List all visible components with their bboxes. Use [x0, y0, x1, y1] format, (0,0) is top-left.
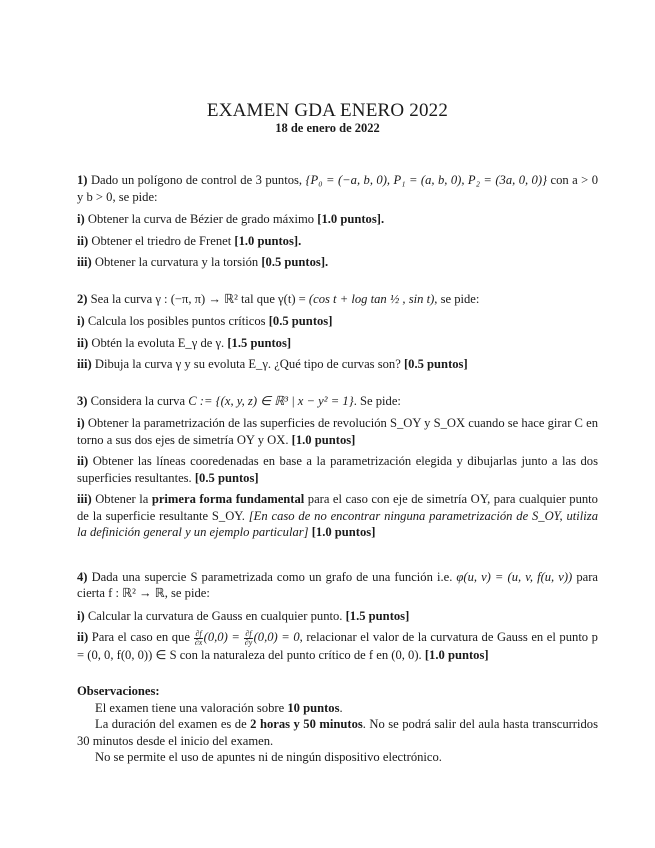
problem-4-intro [77, 569, 598, 602]
problem-1-intro-conditions: con a > 0 y b > 0, se pide: [77, 173, 598, 204]
item-text: Para el caso en que [91, 630, 190, 644]
item-text-continued: , relacionar el valor de la curvatura de Gauss en el punto p = (0, 0, f(0, 0)) ∈ S con la naturaleza del punto crítico de f en (0, 0). [77, 630, 598, 662]
observations-title: Observaciones: [77, 684, 160, 699]
observation-materials: No se permite el uso de apuntes ni de ningún dispositivo electrónico. [95, 750, 442, 765]
item-points: [1.0 puntos]. [234, 233, 302, 248]
item-text: Calcula los posibles puntos críticos [87, 314, 266, 328]
problem-2-curve-formula: (cos t + log tan ½ , sin t) [308, 291, 435, 306]
item-points: [0.5 puntos]. [261, 255, 329, 269]
item-points: [1.5 puntos] [227, 335, 292, 350]
problem-1-number: 1) [77, 173, 88, 187]
problem-3-intro-text: Considera la curva [90, 393, 186, 408]
problem-2-item-ii [77, 335, 598, 352]
item-italic-note: [En caso de no encontrar ninguna parametrización de S_OY, utiliza la definición general y un ejemplo particular] [77, 508, 598, 539]
observations-section [77, 683, 598, 766]
problem-4-item-ii [77, 629, 598, 663]
problem-3-curve-set: C := {(x, y, z) ∈ ℝ³ | x − y² = 1} [188, 393, 354, 408]
item-label: ii) [77, 454, 89, 468]
partial-derivatives-condition: $\frac{\partial f}{\partial x}$ (0,0) = $\frac{\partial f}{\partial y}$ (0,0) = 0 [194, 628, 300, 647]
problem-1-item-i [77, 211, 598, 228]
problem-4-intro-tail: para cierta f : ℝ² → ℝ, se pide: [77, 569, 598, 600]
problem-1-intro [77, 172, 598, 205]
problem-3 [77, 393, 598, 541]
item-label: iii) [77, 357, 92, 371]
item-points: [1.0 puntos] [311, 525, 376, 539]
problem-4 [77, 569, 598, 664]
problem-4-number: 4) [77, 569, 88, 584]
item-points: [0.5 puntos] [403, 357, 468, 371]
problem-3-number: 3) [77, 393, 88, 408]
obs-text-end: . [339, 700, 343, 715]
problem-2-item-i [77, 313, 598, 330]
problem-3-intro [77, 393, 598, 410]
partial-x-fraction: $\frac{\partial f}{\partial x}$ [194, 628, 203, 647]
problem-4-parametrization: φ(u, v) = (u, v, f(u, v)) [456, 569, 573, 584]
problem-2-number: 2) [77, 291, 88, 306]
item-text: Obtener la parametrización de las superficies de revolución S_OY y S_OX cuando se hace girar C en torno a sus dos ejes de simetría OY y OX. [77, 416, 598, 447]
item-points: [0.5 puntos] [194, 470, 259, 485]
item-points: [0.5 puntos] [268, 314, 333, 328]
item-highlight: primera forma fundamental [151, 492, 305, 506]
problem-3-intro-tail: . Se pide: [353, 393, 401, 408]
item-label: ii) [77, 630, 89, 644]
problem-3-item-ii [77, 453, 598, 486]
problem-2-intro-tail: , se pide: [434, 291, 480, 306]
problem-2-intro-text: Sea la curva γ : (−π, π) → ℝ² tal que γ(t) = [90, 291, 306, 306]
item-text-continued: para el caso con eje de simetría OY, para cualquier punto de la superficie resultante S_OY. [77, 492, 598, 523]
item-points: [1.0 puntos]. [317, 212, 385, 226]
partial-y-fraction: $\frac{\partial f}{\partial y}$ [244, 628, 253, 647]
problem-1-item-ii [77, 233, 598, 250]
item-text: Obtener la [95, 492, 149, 506]
obs-highlight: 10 puntos [287, 700, 340, 715]
problem-1-control-points: {P₀ = (−a, b, 0), P₁ = (a, b, 0), P₂ = (3a, 0, 0)} [305, 173, 548, 187]
exam-content [77, 172, 598, 766]
item-points: [1.5 puntos] [345, 608, 410, 623]
problem-1 [77, 172, 598, 271]
item-label: iii) [77, 255, 92, 269]
item-text: Obtener el triedro de Frenet [91, 233, 232, 248]
item-label: ii) [77, 335, 89, 350]
item-label: i) [77, 212, 85, 226]
problem-4-item-i [77, 608, 598, 625]
item-points: [1.0 puntos] [291, 432, 356, 447]
problem-2-intro [77, 291, 598, 308]
exam-title: EXAMEN GDA ENERO 2022 [206, 100, 449, 121]
item-label: i) [77, 314, 85, 328]
item-label: ii) [77, 233, 89, 248]
item-text: Obtén la evoluta E_γ de γ. [91, 335, 225, 350]
obs-highlight: 2 horas y 50 minutos [250, 717, 363, 732]
obs-text-end: . No se podrá salir del aula hasta transcurridos 30 minutos desde el inicio del examen. [77, 717, 598, 748]
problem-4-intro-text: Dada una supercie S parametrizada como un grafo de una función i.e. [91, 569, 453, 584]
item-text: Obtener la curvatura y la torsión [94, 255, 259, 269]
item-label: i) [77, 416, 85, 430]
problem-1-intro-text: Dado un polígono de control de 3 puntos, [90, 173, 303, 187]
item-label: i) [77, 608, 85, 623]
problem-2 [77, 291, 598, 373]
item-text: Obtener las líneas cooredenadas en base a la parametrización elegida y dibujarlas junto a las dos superficies resultantes. [77, 454, 598, 485]
observation-duration [77, 716, 598, 749]
item-text: Calcular la curvatura de Gauss en cualquier punto. [87, 608, 343, 623]
obs-text: La duración del examen es de [95, 717, 247, 732]
problem-3-item-i [77, 415, 598, 448]
problem-3-item-iii [77, 491, 598, 541]
exam-date: 18 de enero de 2022 [275, 121, 380, 135]
item-label: iii) [77, 492, 92, 506]
observation-score [77, 700, 598, 717]
item-text: Dibuja la curva γ y su evoluta E_γ. ¿Qué tipo de curvas son? [94, 357, 401, 371]
problem-2-item-iii [77, 356, 598, 373]
problem-1-item-iii [77, 254, 598, 271]
obs-text: El examen tiene una valoración sobre [95, 700, 285, 715]
item-text: Obtener la curva de Bézier de grado máximo [87, 212, 315, 226]
item-points: [1.0 puntos] [424, 647, 489, 662]
